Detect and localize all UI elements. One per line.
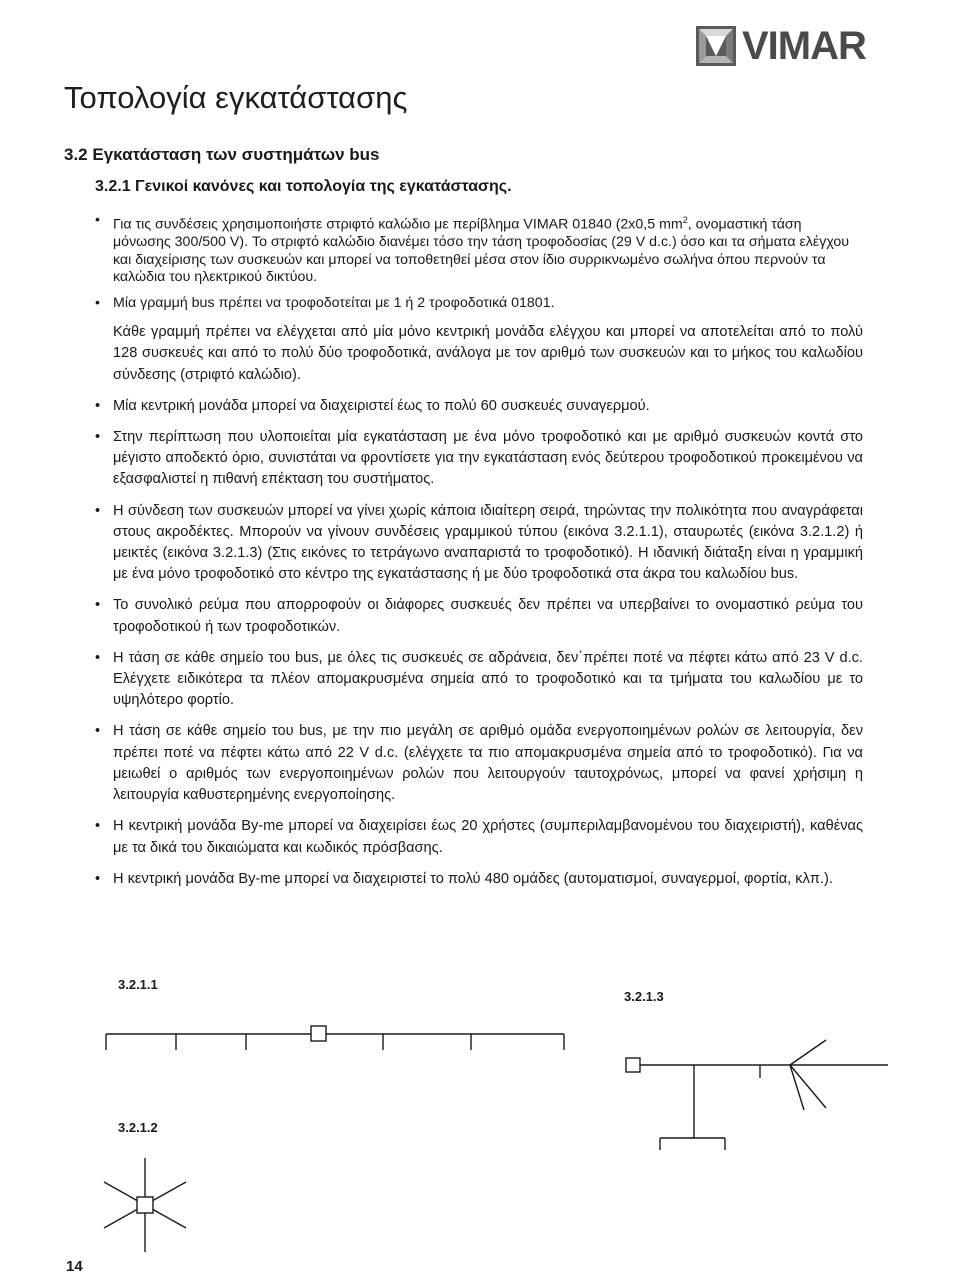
- page-number: 14: [66, 1258, 83, 1275]
- section-heading: 3.2 Εγκατάσταση των συστημάτων bus: [64, 145, 380, 164]
- mixed-topology-diagram: [626, 1040, 888, 1150]
- paragraph-line-control: Κάθε γραμμή πρέπει να ελέγχεται από μία μόνο κεντρική μονάδα ελέγχου και μπορεί να αποτελείται από το πολύ 128 συσκευές και από το πολύ δύο τροφοδοτικά, ανάλογα με τον αριθμό των συσκευών και το μήκος του καλωδίου σύνδεσης (στριφτό καλώδιο).: [113, 324, 863, 383]
- figure-label-star: 3.2.1.2: [118, 1120, 158, 1135]
- bullet-voltage-load: • Η τάση σε κάθε σημείο του bus, με την πιο μεγάλη σε αριθμό ομάδα ενεργοποιημένων ρολών σε λειτουργία, δεν πρέπει ποτέ να πέφτει κάτω από 22 V d.c. (ελέγχετε τα πιο απομακρυσμένα σημεία από το τροφοδοτικό). Για να μειωθεί ο αριθμός των ενεργοποιημένων ρολών που λειτουργούν ταυτοχρόνως, μπορεί να φανεί χρήσιμη η λειτουργία καθυστερημένης ενεργοποίησης.: [95, 721, 863, 806]
- figure-label-mixed: 3.2.1.3: [624, 989, 664, 1004]
- bullet-second-power-supply: • Στην περίπτωση που υλοποιείται μία εγκατάσταση με ένα μόνο τροφοδοτικό και με αριθμό συσκευών κοντά στο μέγιστο αποδεκτό όριο, συνιστάται να φροντίσετε για την εγκατάσταση ενός δεύτερου τροφοδοτικού προκειμένου να εξασφαλιστεί η πιθανή επέκταση του συστήματος.: [95, 427, 863, 491]
- subsection-heading: 3.2.1 Γενικοί κανόνες και τοπολογία της εγκατάστασης.: [95, 178, 512, 195]
- bullet-alarm-devices: • Μία κεντρική μονάδα μπορεί να διαχειριστεί έως το πολύ 60 συσκευές συναγερμού.: [95, 396, 863, 417]
- bullet-total-current: • Το συνολικό ρεύμα που απορροφούν οι διάφορες συσκευές δεν πρέπει να υπερβαίνει το ονομαστικό ρεύμα του τροφοδοτικού ή των τροφοδοτικών.: [95, 595, 863, 637]
- bullet-cable-superscript: 2: [682, 215, 688, 225]
- bullet-cable-text-b: , ονομαστική τάση μόνωσης 300/500 V). Το στριφτό καλώδιο διανέμει τόσο την τάση τροφοδοσίας (29 V d.c.) όσο και τα σήματα ελέγχου και διαχείρισης των συσκευών και μπορεί να τοποθετηθεί μέσα στον ίδιο συρρικνωμένο σωλήνα όπου περνούν τα καλώδια του ηλεκτρικού δικτύου.: [113, 216, 850, 286]
- bullet-cable-text-a: Για τις συνδέσεις χρησιμοποιήστε στριφτό καλώδιο με περίβλημα VIMAR 01840 (2x0,5 mm: [113, 216, 683, 233]
- bullet-voltage-idle: • Η τάση σε κάθε σημείο του bus, με όλες τις συσκευές σε αδράνεια, δεν΄πρέπει ποτέ να πέφτει κάτω από 23 V d.c. Ελέγχετε ειδικότερα τα πλέον απομακρυσμένα σημεία από το τροφοδοτικό και τα τμήματα του καλωδίου με το υψηλότερο φορτίο.: [95, 648, 863, 712]
- bullet-connection-topology: • Η σύνδεση των συσκευών μπορεί να γίνει χωρίς κάποια ιδιαίτερη σειρά, τηρώντας την πολικότητα που αναγράφεται στους ακροδέκτες. Μπορούν να γίνουν συνδέσεις γραμμικού τύπου (εικόνα 3.2.1.1), σταυρωτές (εικόνα 3.2.1.2) ή μεικτές (εικόνα 3.2.1.3) (Στις εικόνες το τετράγωνο αναπαριστά το τροφοδοτικό). Η ιδανική διάταξη είναι η γραμμική με ένα μόνο τροφοδοτικό στο κέντρο της εγκατάστασης ή με δύο τροφοδοτικά στα άκρα του καλωδίου bus.: [95, 501, 863, 586]
- bullet-users: • Η κεντρική μονάδα By-me μπορεί να διαχειρίσει έως 20 χρήστες (συμπεριλαμβανομένου του διαχειριστή), καθένας με τα δικά του δικαιώματα και κωδικός πρόσβασης.: [95, 816, 863, 858]
- vimar-logo-text: VIMAR: [742, 24, 866, 68]
- bullet-groups: • Η κεντρική μονάδα By-me μπορεί να διαχειριστεί το πολύ 480 ομάδες (αυτοματισμοί, συναγερμοί, φορτία, κλπ.).: [95, 869, 863, 890]
- figure-label-linear: 3.2.1.1: [118, 977, 158, 992]
- linear-topology-diagram: [106, 1026, 564, 1050]
- bullet-power-supply: • Μία γραμμή bus πρέπει να τροφοδοτείται με 1 ή 2 τροφοδοτικά 01801.: [95, 295, 863, 313]
- page-title: Τοπολογία εγκατάστασης: [64, 80, 408, 115]
- star-topology-diagram: [104, 1158, 186, 1252]
